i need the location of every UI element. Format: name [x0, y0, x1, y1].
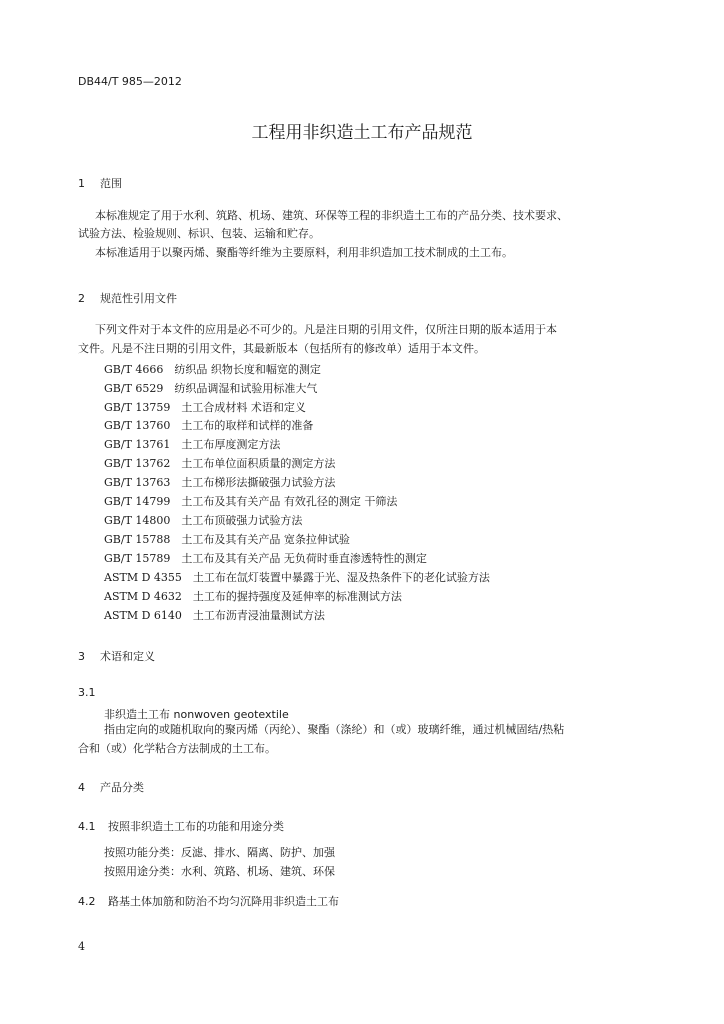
- subsection-title: 路基土体加筋和防治不均匀沉降用非织造土工布: [108, 895, 339, 908]
- section-title: 术语和定义: [100, 650, 155, 663]
- definition-line: 指由定向的或随机取向的聚丙烯（丙纶）、聚酯（涤纶）和（或）玻璃纤维，通过机械固结/热粘: [104, 723, 565, 736]
- reference-item: ASTM D 6140 土工布沥青浸油量测试方法: [104, 609, 325, 622]
- reference-item: GB/T 13761 土工布厚度测定方法: [104, 438, 281, 451]
- reference-item: GB/T 15788 土工布及其有关产品 宽条拉伸试验: [104, 533, 350, 546]
- reference-item: GB/T 13762 土工布单位面积质量的测定方法: [104, 457, 336, 470]
- section-1-heading: [78, 175, 122, 191]
- subsection-number: 4.2: [78, 895, 96, 908]
- section-title: 规范性引用文件: [100, 292, 177, 305]
- paragraph-line: 文件。凡是不注日期的引用文件，其最新版本（包括所有的修改单）适用于本文件。: [78, 342, 485, 355]
- reference-item: GB/T 13759 土工合成材料 术语和定义: [104, 401, 306, 414]
- reference-item: ASTM D 4632 土工布的握持强度及延伸率的标准测试方法: [104, 590, 402, 603]
- reference-item: ASTM D 4355 土工布在氙灯装置中暴露于光、湿及热条件下的老化试验方法: [104, 571, 490, 584]
- reference-item: GB/T 15789 土工布及其有关产品 无负荷时垂直渗透特性的测定: [104, 552, 427, 565]
- section-4-heading: [78, 779, 144, 795]
- subsection-title: 按照非织造土工布的功能和用途分类: [108, 820, 284, 833]
- section-2-heading: [78, 290, 177, 306]
- classification-use: 按照用途分类：水利、筑路、机场、建筑、环保: [104, 865, 335, 878]
- section-number: 4: [78, 781, 85, 794]
- page-number: 4: [78, 940, 85, 953]
- paragraph-line: 下列文件对于本文件的应用是必不可少的。凡是注日期的引用文件，仅所注日期的版本适用于本: [95, 323, 557, 336]
- reference-item: GB/T 14800 土工布顶破强力试验方法: [104, 514, 303, 527]
- reference-item: GB/T 14799 土工布及其有关产品 有效孔径的测定 干筛法: [104, 495, 398, 508]
- classification-function: 按照功能分类：反滤、排水、隔离、防护、加强: [104, 846, 335, 859]
- section-number: 3: [78, 650, 85, 663]
- term-entry: 非织造土工布 nonwoven geotextile: [104, 708, 289, 721]
- reference-item: GB/T 4666 纺织品 织物长度和幅宽的测定: [104, 363, 321, 376]
- subsection-number: 4.1: [78, 820, 96, 833]
- section-3-heading: [78, 648, 155, 664]
- reference-item: GB/T 13763 土工布梯形法撕破强力试验方法: [104, 476, 336, 489]
- subsection-4-2: [78, 893, 339, 909]
- section-title: 产品分类: [100, 781, 144, 794]
- subsection-4-1: [78, 818, 284, 834]
- reference-item: GB/T 13760 土工布的取样和试样的准备: [104, 419, 314, 432]
- section-title: 范围: [100, 177, 122, 190]
- reference-item: GB/T 6529 纺织品调湿和试验用标准大气: [104, 382, 318, 395]
- section-number: 2: [78, 292, 85, 305]
- paragraph-line: 本标准规定了用于水利、筑路、机场、建筑、环保等工程的非织造土工布的产品分类、技术要求、: [95, 209, 568, 222]
- document-title: 工程用非织造土工布产品规范: [251, 123, 473, 143]
- section-number: 1: [78, 177, 85, 190]
- paragraph-line: 本标准适用于以聚丙烯、聚酯等纤维为主要原料，利用非织造加工技术制成的土工布。: [95, 246, 513, 259]
- document-code: DB44/T 985—2012: [78, 75, 182, 88]
- subsection-number: 3.1: [78, 686, 96, 699]
- paragraph-line: 试验方法、检验规则、标识、包装、运输和贮存。: [78, 227, 320, 240]
- definition-line: 合和（或）化学粘合方法制成的土工布。: [78, 742, 276, 755]
